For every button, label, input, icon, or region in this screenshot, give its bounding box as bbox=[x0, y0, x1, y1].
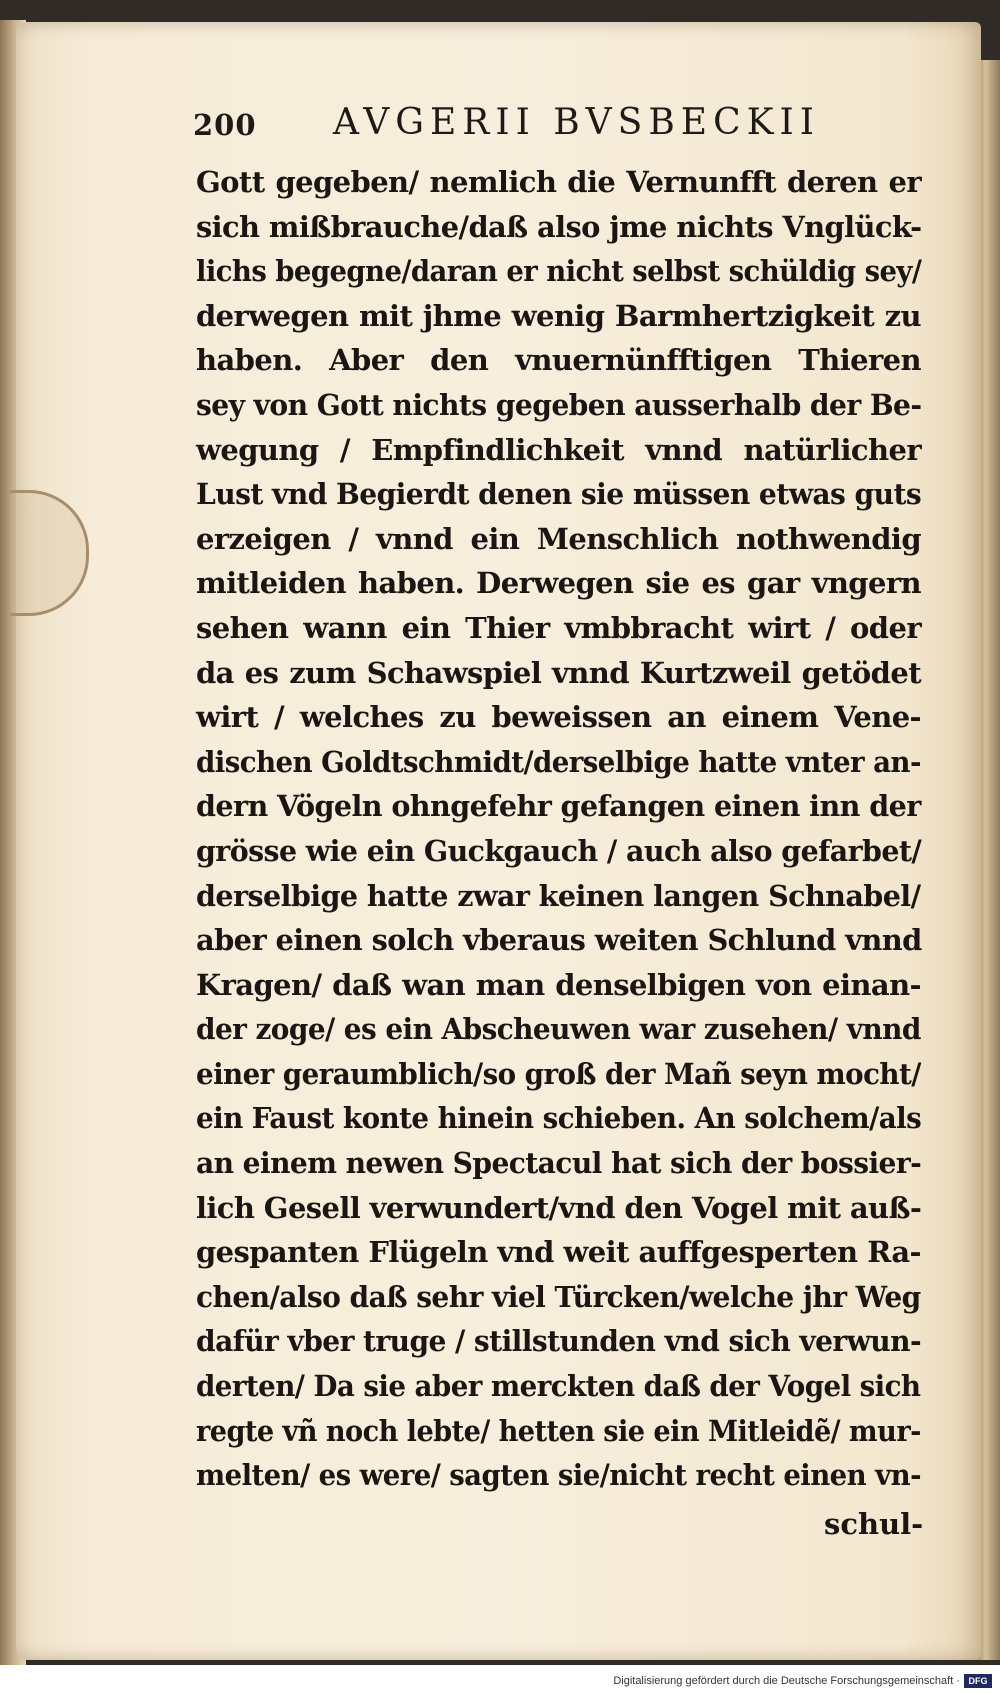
text-line: regte vñ noch lebte/ hetten sie ein Mitleidẽ/ mur- bbox=[196, 1413, 921, 1448]
text-line: derten/ Da sie aber merckten daß der Vogel sich bbox=[196, 1369, 921, 1404]
text-line: derselbige hatte zwar keinen langen Schnabel/ bbox=[196, 878, 921, 913]
text-line: an einem newen Spectacul hat sich der bossier- bbox=[196, 1146, 922, 1181]
text-line: ein Faust konte hinein schieben. An solchem/als bbox=[196, 1101, 922, 1136]
text-line: gespanten Flügeln vnd weit auffgesperten Ra- bbox=[196, 1235, 921, 1270]
footer-bar bbox=[0, 1665, 1000, 1693]
text-line: dafür vber truge / stillstunden vnd sich verwun- bbox=[196, 1324, 922, 1359]
text-line: sehen wann ein Thier vmbbracht wirt / oder bbox=[196, 610, 921, 645]
body-text bbox=[196, 160, 921, 1498]
text-line: erzeigen / vnnd ein Menschlich nothwendig bbox=[196, 521, 921, 556]
text-line: Kragen/ daß wan man denselbigen von einan- bbox=[196, 967, 921, 1002]
text-line: Gott gegeben/ nemlich die Vernunfft deren er bbox=[196, 165, 921, 199]
text-line: chen/also daß sehr viel Türcken/welche jhr Weg bbox=[196, 1279, 921, 1314]
running-head: AVGERII BVSBECKII bbox=[333, 102, 820, 143]
text-line: melten/ es were/ sagten sie/nicht recht einen vn- bbox=[196, 1458, 921, 1493]
text-line: der zoge/ es ein Abscheuwen war zusehen/ vnnd bbox=[196, 1012, 921, 1047]
text-line: sey von Gott nichts gegeben ausserhalb der Be- bbox=[196, 387, 922, 422]
text-line: dern Vögeln ohngefehr gefangen einen inn der bbox=[196, 789, 921, 824]
page-clip bbox=[10, 490, 89, 616]
text-line: haben. Aber den vnuernünfftigen Thieren bbox=[196, 343, 921, 378]
page-header bbox=[193, 102, 843, 148]
digitization-credit: Digitalisierung gefördert durch die Deutsche Forschungsgemeinschaft · bbox=[613, 1675, 960, 1687]
text-line: sich mißbrauche/daß also jme nichts Vnglück- bbox=[196, 209, 922, 244]
text-line: derwegen mit jhme wenig Barmhertzigkeit zu bbox=[196, 298, 921, 333]
catchword: schul- bbox=[824, 1507, 924, 1541]
text-line: dischen Goldtschmidt/derselbige hatte vnter an- bbox=[196, 744, 921, 779]
page-number: 200 bbox=[193, 108, 257, 142]
text-line: grösse wie ein Guckgauch / auch also gefarbet/ bbox=[196, 833, 922, 868]
text-line: Lust vnd Begierdt denen sie müssen etwas guts bbox=[196, 477, 922, 512]
text-line: lichs begegne/daran er nicht selbst schüldig sey/ bbox=[196, 254, 922, 289]
text-line: wirt / welches zu beweissen an einem Vene- bbox=[196, 700, 921, 735]
text-line: da es zum Schawspiel vnnd Kurtzweil getödet bbox=[196, 655, 921, 690]
text-line: wegung / Empfindlichkeit vnnd natürlicher bbox=[196, 432, 921, 467]
text-line: mitleiden haben. Derwegen sie es gar vngern bbox=[196, 566, 921, 601]
text-line: einer geraumblich/so groß der Mañ seyn mocht/ bbox=[196, 1056, 921, 1091]
dfg-logo: DFG bbox=[964, 1674, 992, 1688]
text-line: lich Gesell verwundert/vnd den Vogel mit auß- bbox=[196, 1190, 922, 1225]
text-line: aber einen solch vberaus weiten Schlund vnnd bbox=[196, 923, 922, 958]
